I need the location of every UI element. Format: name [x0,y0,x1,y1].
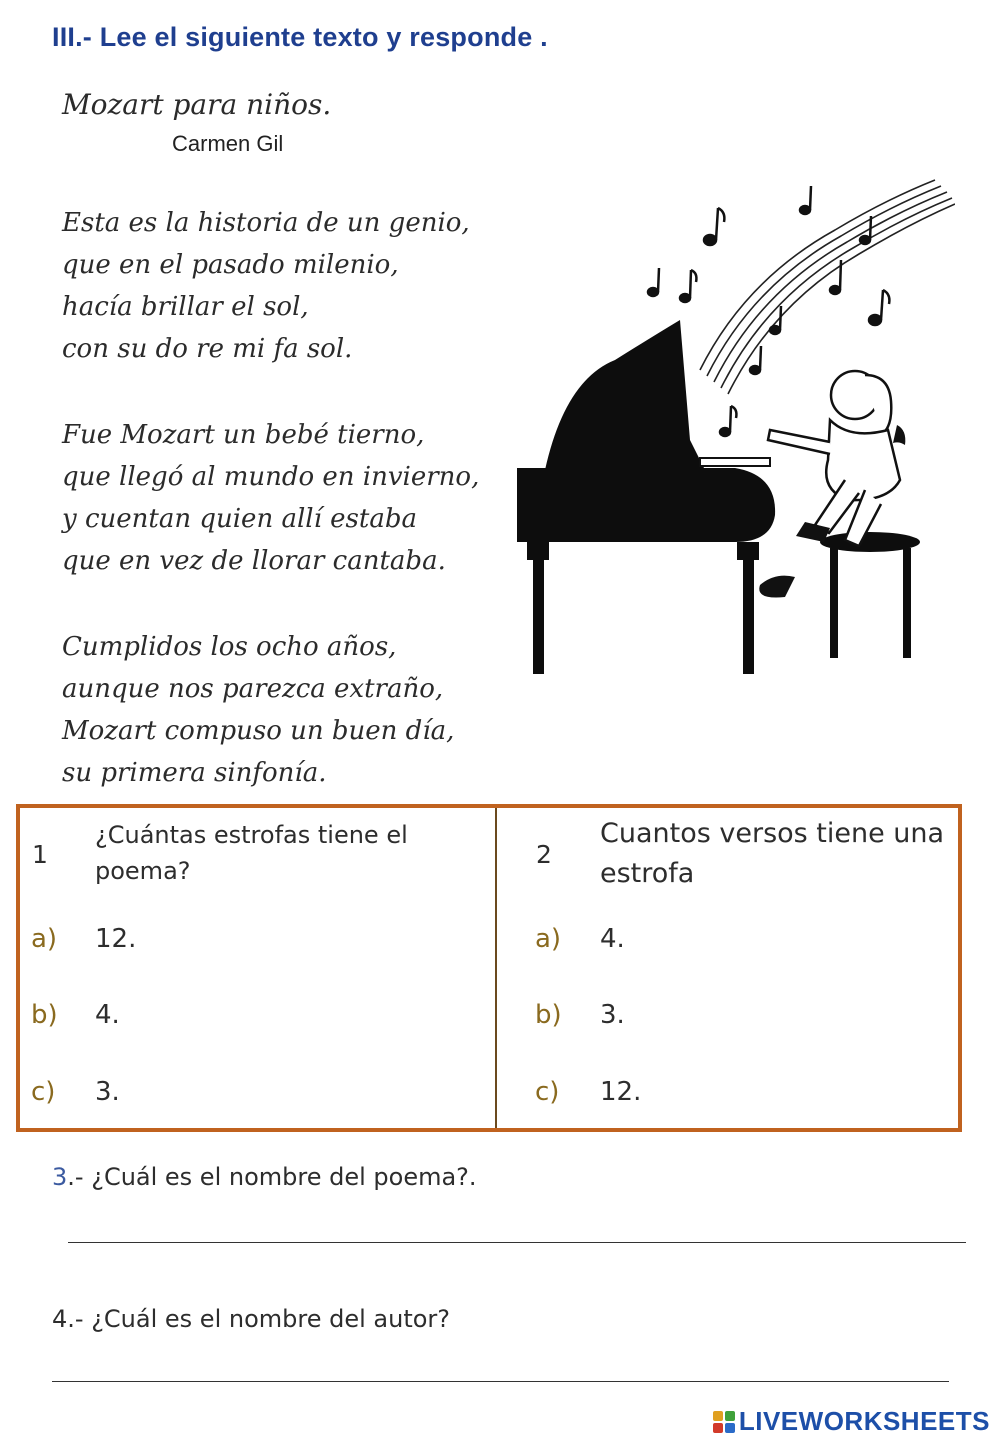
question-3-text: .- ¿Cuál es el nombre del poema?. [67,1163,477,1191]
stanza-3 [62,626,454,794]
verse: su primera sinfonía. [62,758,327,788]
q1-option-a-letter: a) [31,924,58,954]
question-3 [52,1163,477,1191]
q1-option-c[interactable]: 3. [95,1077,120,1107]
q2-option-b[interactable]: 3. [600,1000,625,1030]
q1-option-b-letter: b) [31,1000,58,1030]
verse: Cumplidos los ocho años, [62,632,397,662]
question-1-number: 1 [32,840,48,869]
worksheet-heading: III.- Lee el siguiente texto y responde . [52,22,548,52]
q1-option-a[interactable]: 12. [95,924,137,954]
stanza-2 [62,414,479,582]
q2-option-c-letter: c) [535,1077,560,1107]
answer-line-3[interactable] [68,1242,966,1243]
question-2-number: 2 [536,840,552,869]
q2-option-a-letter: a) [535,924,562,954]
q1-option-c-letter: c) [31,1077,56,1107]
question-3-number: 3 [52,1163,68,1191]
table-divider [495,808,497,1128]
mozart-piano-illustration [505,170,955,690]
q2-option-c[interactable]: 12. [600,1077,642,1107]
liveworksheets-logo [713,1406,990,1437]
stanza-1 [62,202,470,370]
verse: aunque nos parezca extraño, [62,674,444,704]
verse: y cuentan quien allí estaba [62,504,417,534]
verse: con su do re mi fa sol. [62,334,353,364]
poem-author: Carmen Gil [172,131,284,156]
liveworksheets-icon [713,1411,735,1433]
poem-title: Mozart para niños. [62,88,332,121]
q2-option-a[interactable]: 4. [600,924,625,954]
verse: Mozart compuso un buen día, [62,716,455,746]
verse: Esta es la historia de un genio, [62,208,470,238]
question-4: 4.- ¿Cuál es el nombre del autor? [52,1305,451,1333]
question-2-text: Cuantos versos tiene una estrofa [600,818,945,889]
verse: Fue Mozart un bebé tierno, [62,420,425,450]
q1-option-b[interactable]: 4. [95,1000,120,1030]
verse: hacía brillar el sol, [62,292,309,322]
verse: que en el pasado milenio, [62,250,399,280]
q2-option-b-letter: b) [535,1000,562,1030]
brand-name: LIVEWORKSHEETS [738,1406,990,1436]
verse: que en vez de llorar cantaba. [62,546,446,576]
answer-line-4[interactable] [52,1381,949,1382]
verse: que llegó al mundo en invierno, [62,462,480,492]
question-1-text: ¿Cuántas estrofas tiene el poema? [95,821,408,885]
